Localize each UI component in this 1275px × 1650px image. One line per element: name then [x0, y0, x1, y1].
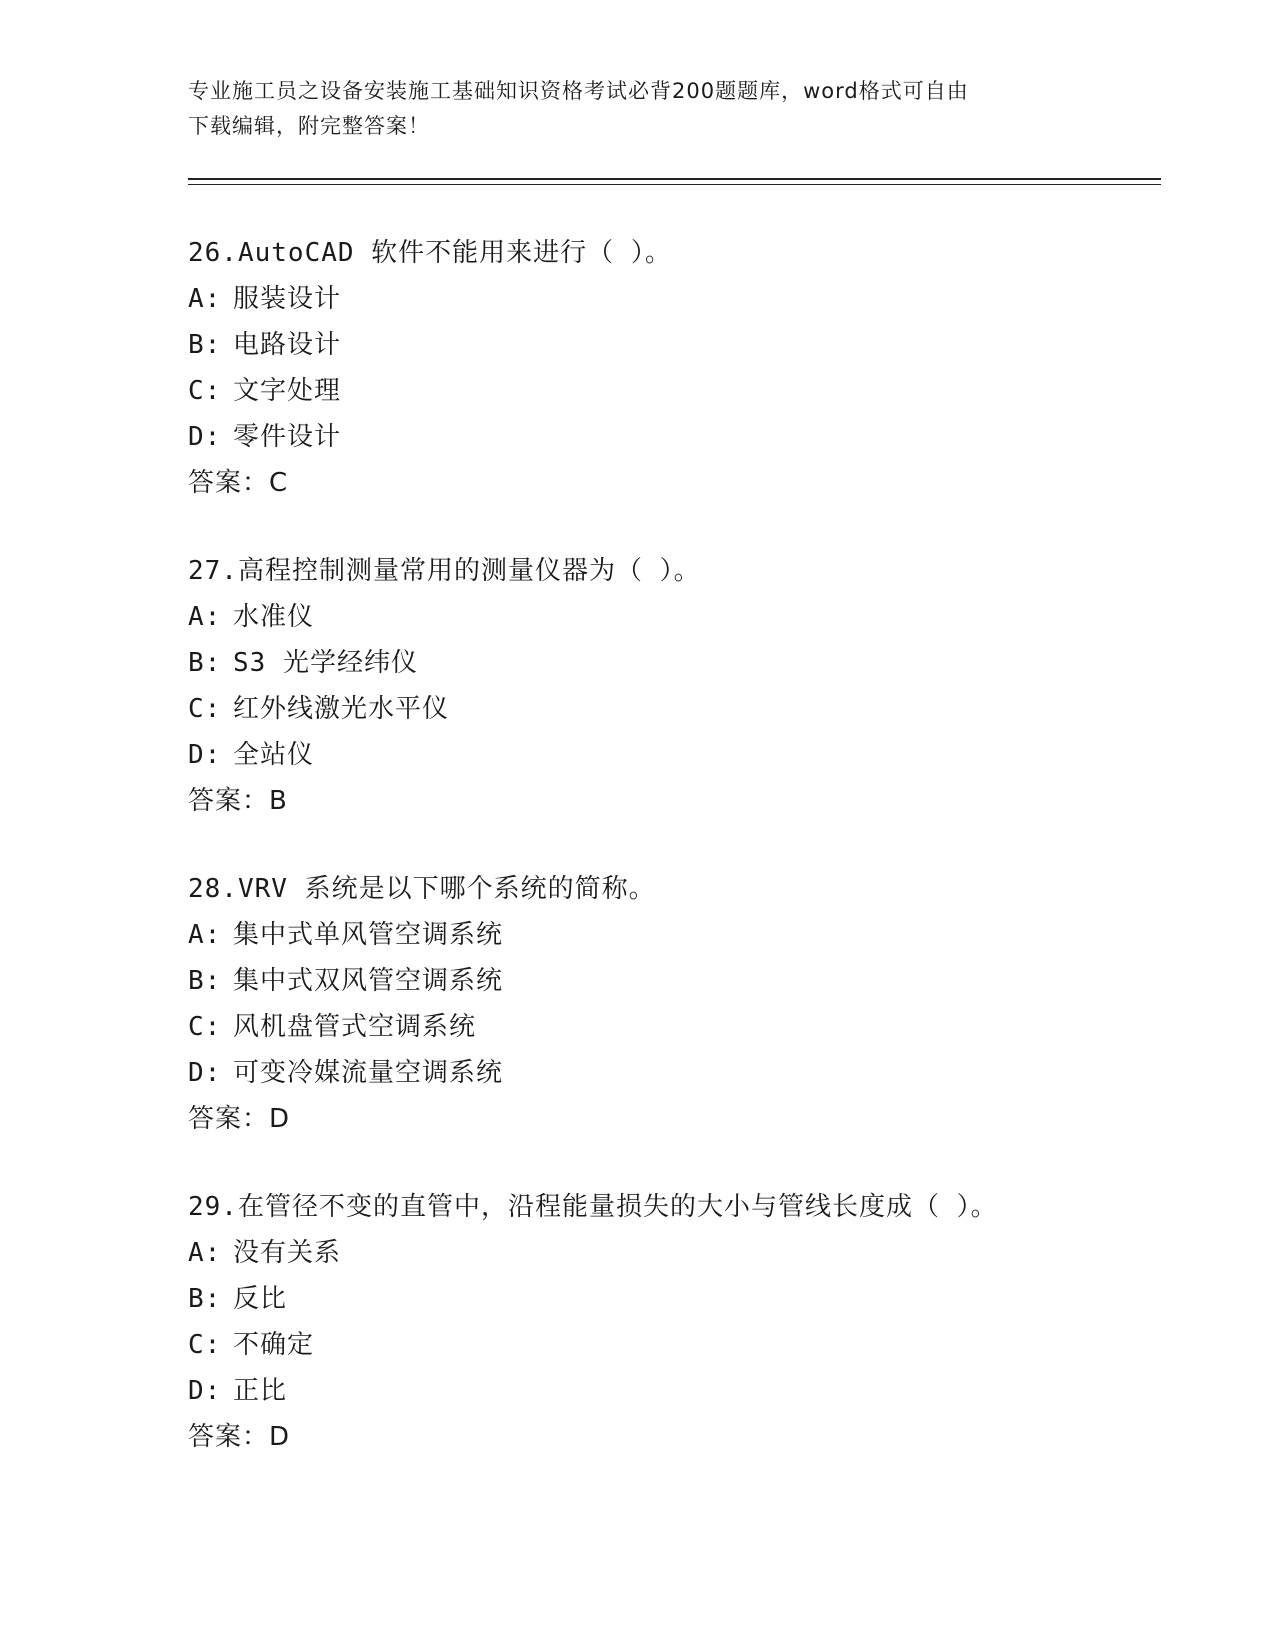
option-b — [188, 958, 1188, 1004]
question-stem: 29.在管径不变的直管中，沿程能量损失的大小与管线长度成（ ）。 — [188, 1192, 998, 1222]
option-text: 可变冷媒流量空调系统 — [233, 1058, 504, 1088]
option-key: A: — [188, 920, 222, 950]
question-stem: 28.VRV 系统是以下哪个系统的简称。 — [188, 874, 656, 904]
option-a — [188, 276, 1188, 322]
option-key: A: — [188, 284, 222, 314]
option-key: B: — [188, 330, 222, 360]
option-text: 风机盘管式空调系统 — [233, 1012, 477, 1042]
option-a — [188, 594, 1188, 640]
option-text: 零件设计 — [233, 422, 342, 452]
option-text: 正比 — [233, 1376, 288, 1406]
header-rule-thin — [188, 184, 1161, 185]
question-stem: 26.AutoCAD 软件不能用来进行（ ）。 — [188, 238, 672, 268]
option-c — [188, 1322, 1188, 1368]
header-line-1: 专业施工员之设备安装施工基础知识资格考试必背200题题库，word格式可自由 — [188, 79, 969, 103]
option-c — [188, 1004, 1188, 1050]
option-text: 集中式双风管空调系统 — [233, 966, 504, 996]
option-text: 全站仪 — [233, 740, 315, 770]
option-text: 反比 — [233, 1284, 288, 1314]
answer-line: 答案：D — [188, 1104, 291, 1134]
option-b — [188, 1276, 1188, 1322]
option-text: 服装设计 — [233, 284, 342, 314]
question-stem: 27.高程控制测量常用的测量仪器为（ ）。 — [188, 556, 701, 586]
option-text: 集中式单风管空调系统 — [233, 920, 504, 950]
option-text: 不确定 — [233, 1330, 315, 1360]
option-text: 电路设计 — [233, 330, 342, 360]
option-d — [188, 1368, 1188, 1414]
header-line-2: 下载编辑，附完整答案！ — [188, 114, 430, 138]
option-key: C: — [188, 1012, 222, 1042]
option-text: 红外线激光水平仪 — [233, 694, 450, 724]
question-27 — [188, 548, 1188, 824]
answer-line: 答案：C — [188, 468, 289, 498]
answer-line: 答案：D — [188, 1422, 291, 1452]
question-26 — [188, 230, 1188, 506]
document-header — [188, 74, 1088, 144]
option-text: 文字处理 — [233, 376, 342, 406]
option-key: A: — [188, 1238, 222, 1268]
option-key: C: — [188, 694, 222, 724]
option-b — [188, 322, 1188, 368]
option-key: D: — [188, 422, 222, 452]
option-key: D: — [188, 1376, 222, 1406]
option-text: 没有关系 — [233, 1238, 342, 1268]
option-a — [188, 912, 1188, 958]
option-text: 水准仪 — [233, 602, 315, 632]
option-key: B: — [188, 1284, 222, 1314]
option-key: C: — [188, 376, 222, 406]
answer-line: 答案：B — [188, 786, 288, 816]
option-b — [188, 640, 1188, 686]
option-a — [188, 1230, 1188, 1276]
option-text: S3 光学经纬仪 — [233, 648, 418, 678]
question-29 — [188, 1184, 1188, 1460]
option-key: C: — [188, 1330, 222, 1360]
option-c — [188, 368, 1188, 414]
header-rule-thick — [188, 178, 1161, 180]
question-28 — [188, 866, 1188, 1142]
option-c — [188, 686, 1188, 732]
option-key: A: — [188, 602, 222, 632]
option-key: B: — [188, 648, 222, 678]
option-d — [188, 1050, 1188, 1096]
option-d — [188, 732, 1188, 778]
option-key: B: — [188, 966, 222, 996]
option-d — [188, 414, 1188, 460]
option-key: D: — [188, 740, 222, 770]
option-key: D: — [188, 1058, 222, 1088]
